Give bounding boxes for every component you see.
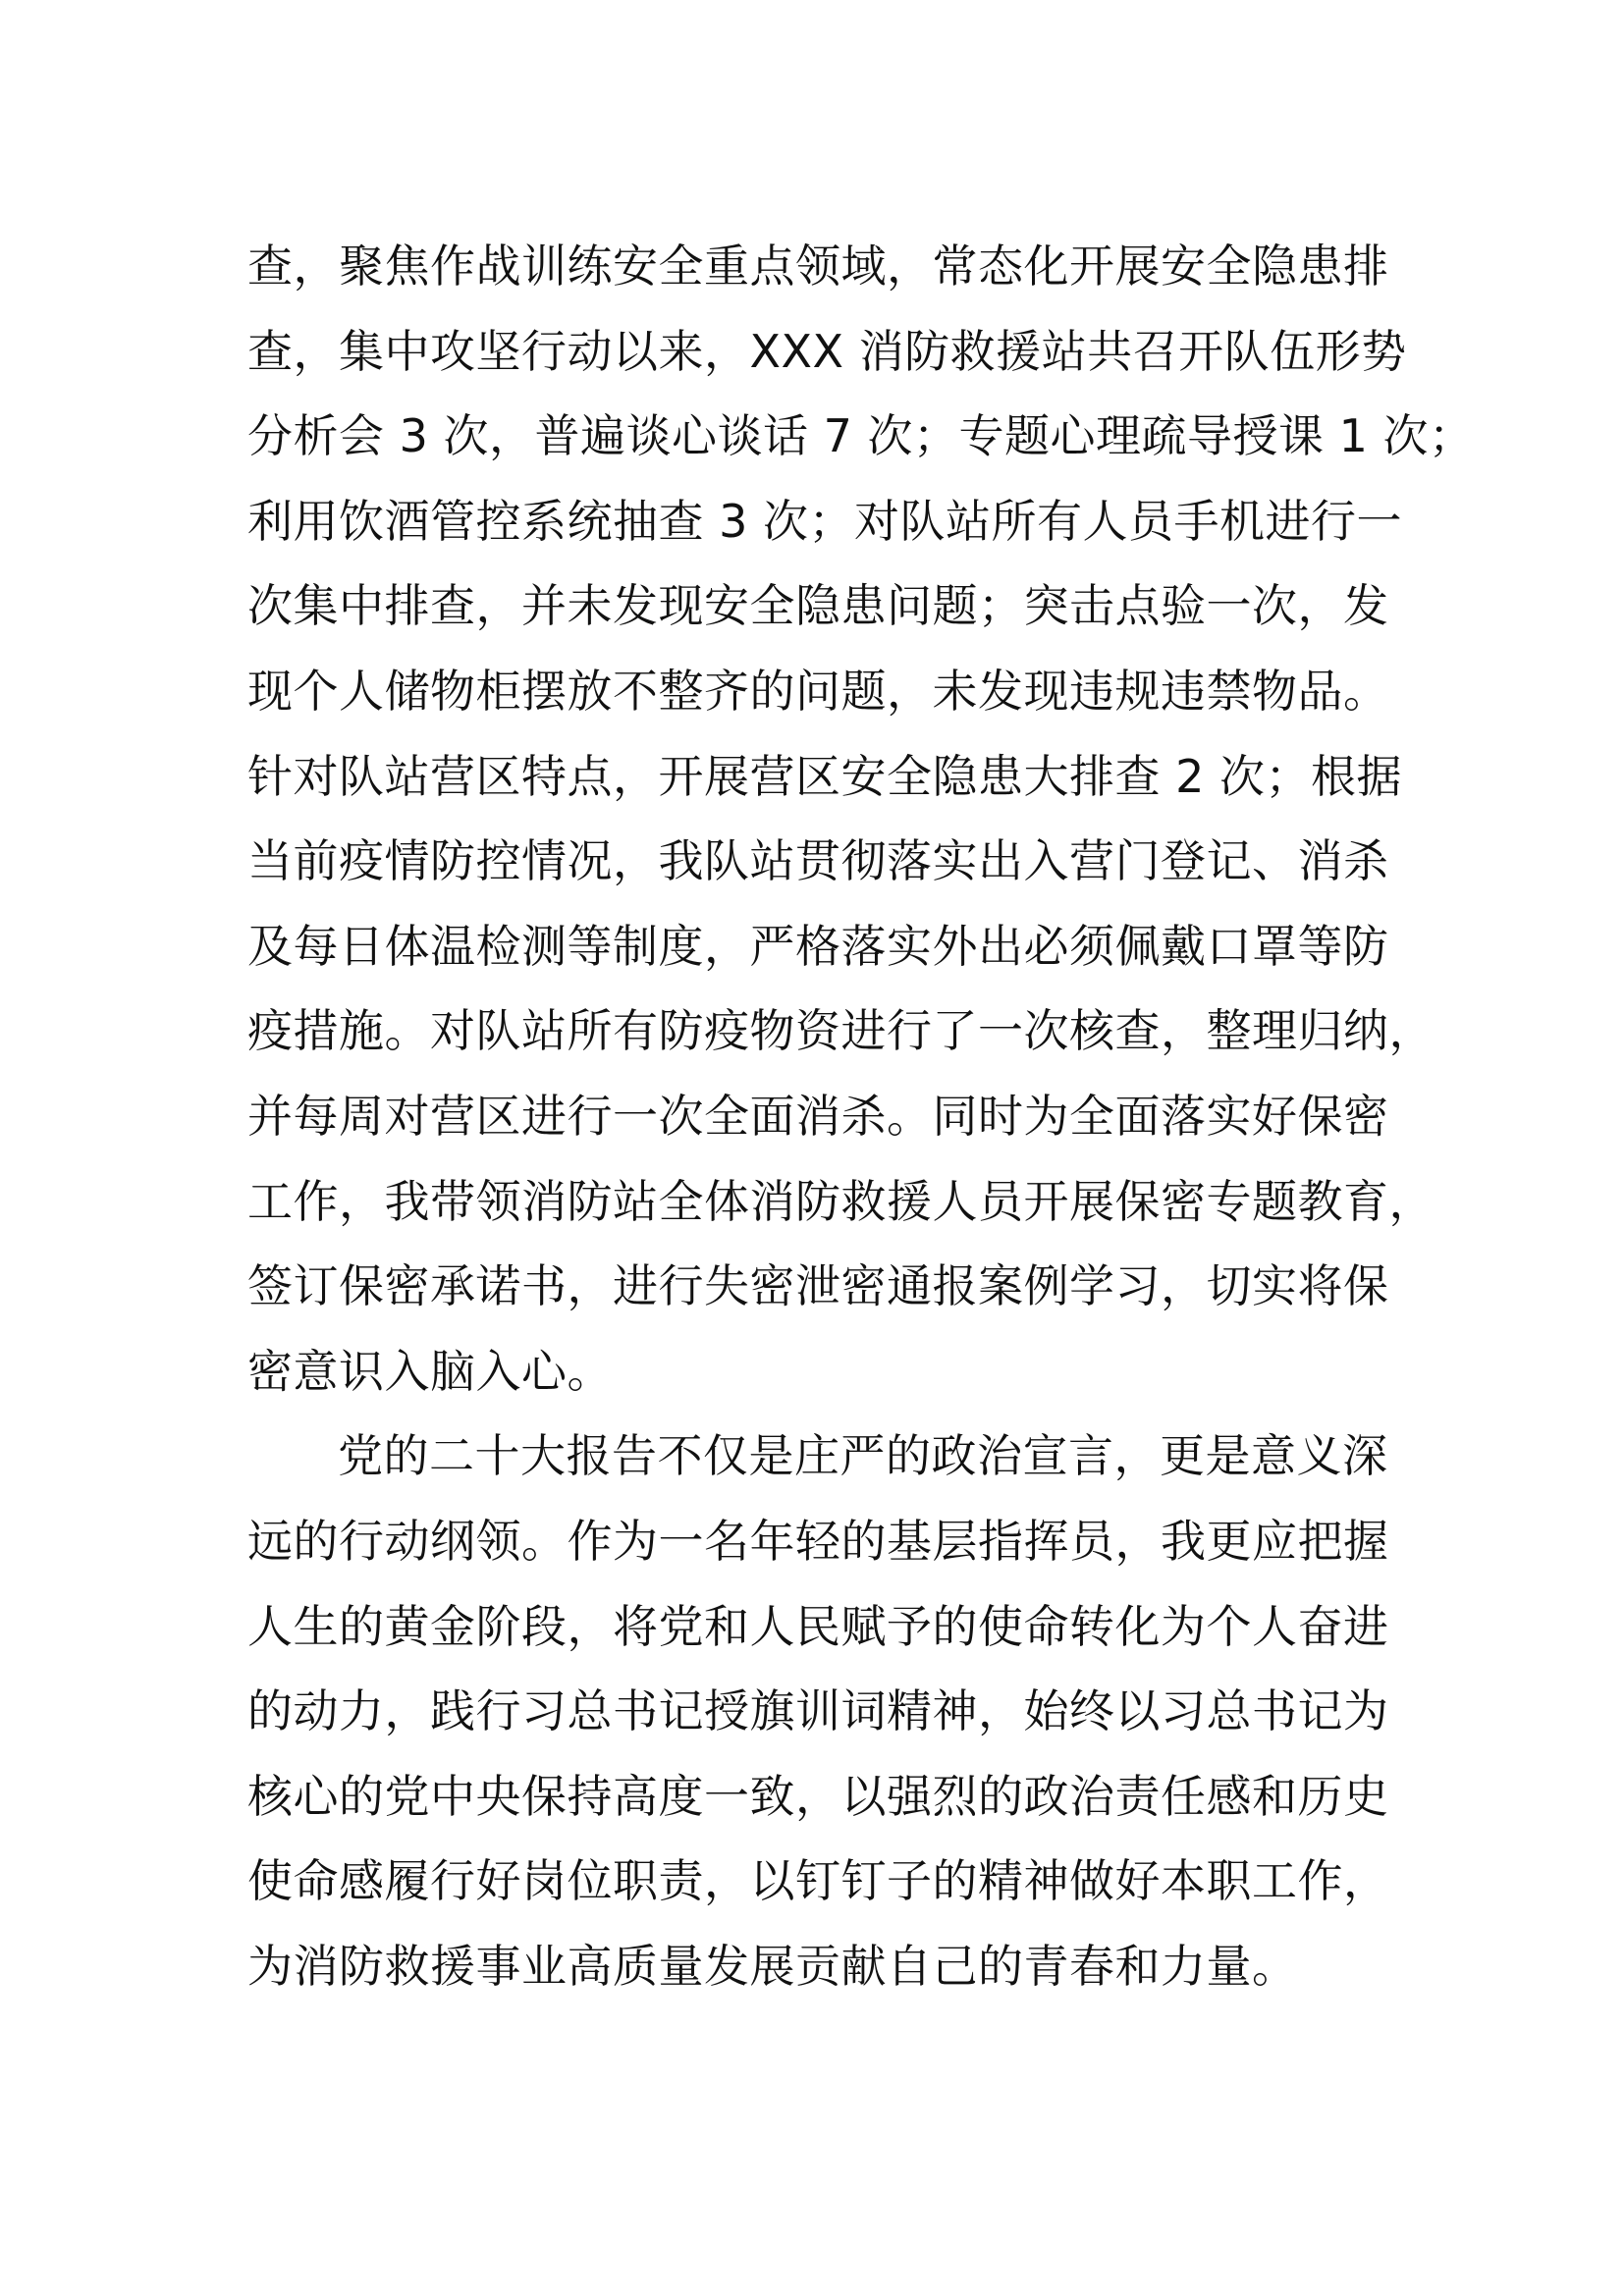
text-line: 党的二十大报告不仅是庄严的政治宣言，更是意义深 bbox=[338, 1429, 1388, 1483]
text-line: 的动力，践行习总书记授旗训词精神，始终以习总书记为 bbox=[247, 1684, 1389, 1738]
text-line: 针对队站营区特点，开展营区安全隐患大排查 2 次；根据 bbox=[247, 749, 1403, 803]
text-line: 密意识入脑入心。 bbox=[247, 1344, 613, 1398]
text-line: 签订保密承诺书，进行失密泄密通报案例学习，切实将保 bbox=[247, 1259, 1389, 1313]
text-line: 及每日体温检测等制度，严格落实外出必须佩戴口罩等防 bbox=[247, 919, 1389, 973]
text-line: 分析会 3 次，普遍谈心谈话 7 次；专题心理疏导授课 1 次； bbox=[247, 409, 1475, 463]
paragraph-safety-inspection bbox=[247, 224, 1475, 1414]
text-line: 为消防救援事业高质量发展贡献自己的青春和力量。 bbox=[247, 1939, 1298, 1993]
text-line: 并每周对营区进行一次全面消杀。同时为全面落实好保密 bbox=[247, 1089, 1389, 1143]
text-line: 查，聚焦作战训练安全重点领域，常态化开展安全隐患排 bbox=[247, 240, 1389, 293]
text-line: 使命感履行好岗位职责，以钉钉子的精神做好本职工作， bbox=[247, 1854, 1389, 1908]
text-line: 核心的党中央保持高度一致，以强烈的政治责任感和历史 bbox=[247, 1769, 1389, 1823]
text-line: 次集中排查，并未发现安全隐患问题；突击点验一次，发 bbox=[247, 579, 1389, 633]
paragraph-conclusion bbox=[247, 1414, 1396, 2008]
document-body bbox=[247, 224, 1475, 2008]
text-line: 工作，我带领消防站全体消防救援人员开展保密专题教育， bbox=[247, 1174, 1435, 1228]
text-line: 现个人储物柜摆放不整齐的问题，未发现违规违禁物品。 bbox=[247, 664, 1389, 718]
text-line: 当前疫情防控情况，我队站贯彻落实出入营门登记、消杀 bbox=[247, 834, 1389, 888]
text-line: 查，集中攻坚行动以来，XXX 消防救援站共召开队伍形势 bbox=[247, 324, 1407, 378]
text-line: 远的行动纲领。作为一名年轻的基层指挥员，我更应把握 bbox=[247, 1514, 1389, 1568]
text-line: 人生的黄金阶段，将党和人民赋予的使命转化为个人奋进 bbox=[247, 1599, 1389, 1653]
text-line: 疫措施。对队站所有防疫物资进行了一次核查，整理归纳， bbox=[247, 1004, 1435, 1058]
text-line: 利用饮酒管控系统抽查 3 次；对队站所有人员手机进行一 bbox=[247, 494, 1403, 548]
